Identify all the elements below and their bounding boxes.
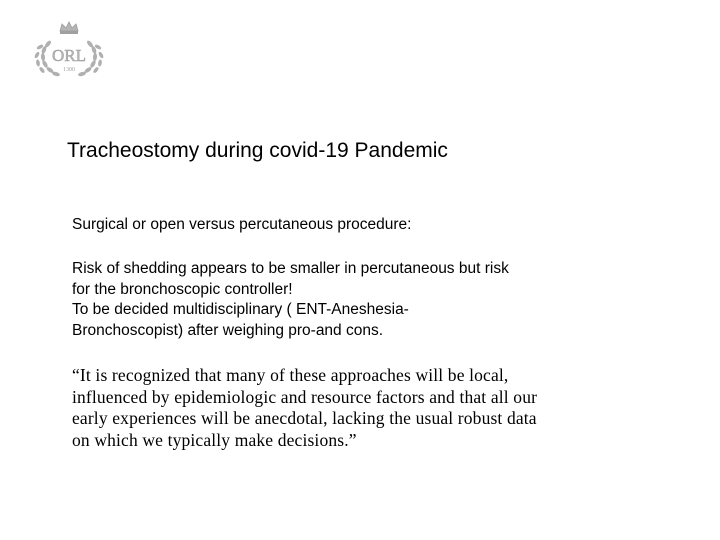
subheading: Surgical or open versus percutaneous procedure: xyxy=(72,216,412,233)
body-line: Bronchoscopist) after weighing pro-and cons. xyxy=(72,321,384,339)
logo-text: ORL xyxy=(52,46,86,65)
body-line: To be decided multidisciplinary ( ENT-Aneshesia- xyxy=(72,301,409,318)
orl-logo xyxy=(28,18,110,82)
quote-block xyxy=(72,365,537,451)
slide-title: Tracheostomy during covid-19 Pandemic xyxy=(67,139,448,162)
body-line: Risk of shedding appears to be smaller in percutaneous but risk xyxy=(72,260,509,277)
quote-line: influenced by epidemiologic and resource factors and that all our xyxy=(72,386,538,407)
quote-line: on which we typically make decisions.” xyxy=(72,429,357,450)
body-line: for the bronchoscopic controller! xyxy=(72,280,293,298)
quote-line: early experiences will be anecdotal, lacking the usual robust data xyxy=(72,408,537,428)
body-text xyxy=(72,259,509,341)
quote-line: “It is recognized that many of these approaches will be local, xyxy=(72,365,509,385)
laurel-crest-icon xyxy=(28,18,110,82)
logo-year: 1300 xyxy=(63,67,75,73)
